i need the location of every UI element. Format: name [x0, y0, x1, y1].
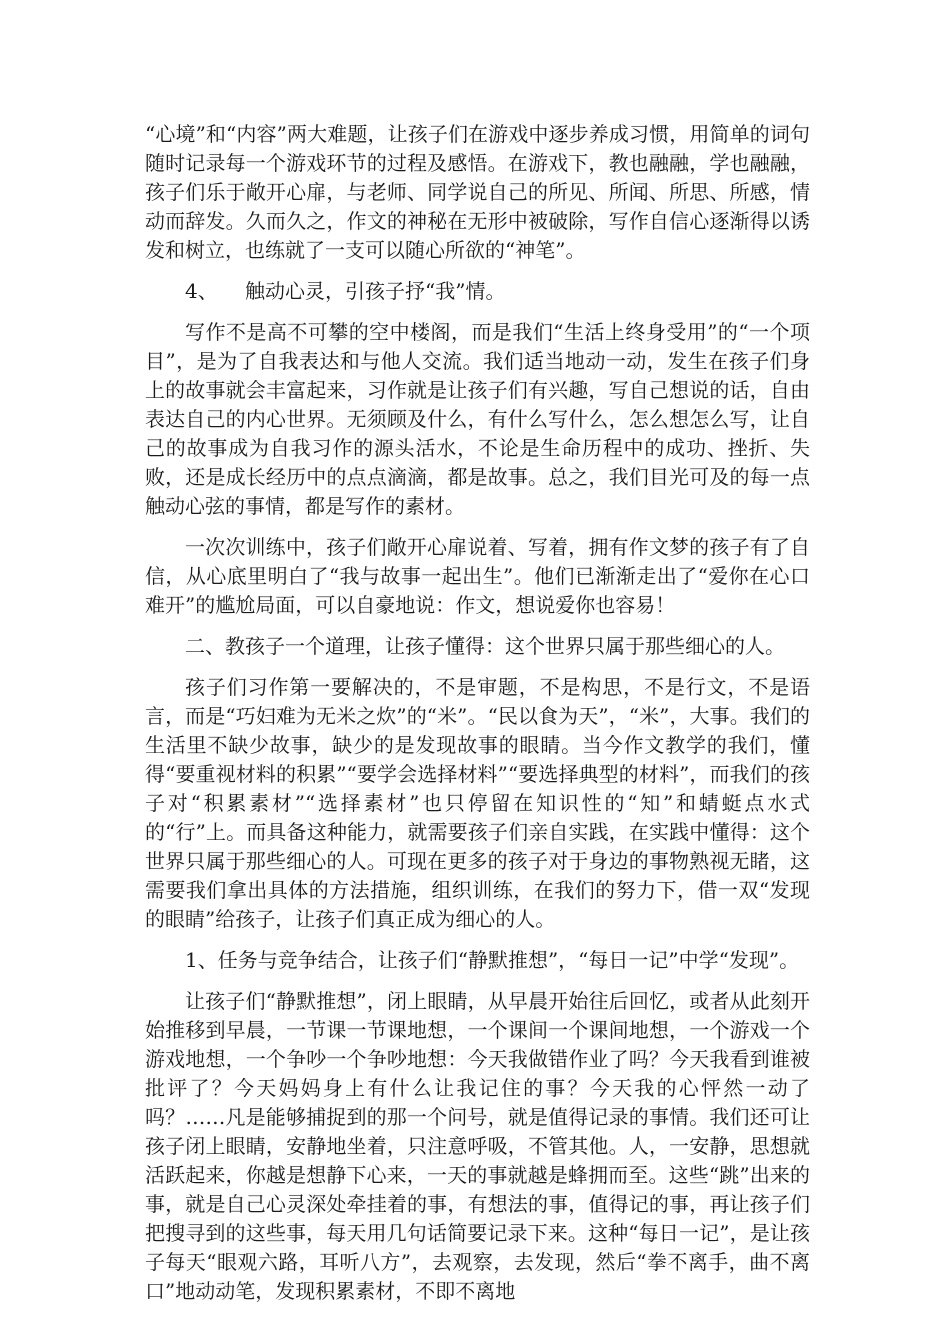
document-body: [145, 120, 810, 1318]
paragraph: 写作不是高不可攀的空中楼阁，而是我们“生活上终身受用”的“一个项目”，是为了自我表达和与他人交流。我们适当地动一动，发生在孩子们身上的故事就会丰富起来，习作就是让孩子们有兴趣，写自己想说的话，自由表达自己的内心世界。无须顾及什么，有什么写什么，怎么想怎么写，让自己的故事成为自我习作的源头活水，不论是生命历程中的成功、挫折、失败，还是成长经历中的点点滴滴，都是故事。总之，我们目光可及的每一点触动心弦的事情，都是写作的素材。: [145, 320, 810, 518]
paragraph: 让孩子们“静默推想”，闭上眼睛，从早晨开始往后回忆，或者从此刻开始推移到早晨，一节课一节课地想，一个课间一个课间地想，一个游戏一个游戏地想，一个争吵一个争吵地想：今天我做错作业了吗？今天我看到谁被批评了？今天妈妈身上有什么让我记住的事？今天我的心怦然一动了吗？……凡是能够捕捉到的那一个问号，就是值得记录的事情。我们还可让孩子闭上眼睛，安静地坐着，只注意呼吸，不管其他。人，一安静，思想就活跃起来，你越是想静下心来，一天的事就越是蜂拥而至。这些“跳”出来的事，就是自己心灵深处牵挂着的事，有想法的事，值得记的事，再让孩子们把搜寻到的这些事，每天用几句话简要记录下来。这种“每日一记”，是让孩子每天“眼观六路，耳听八方”，去观察，去发现，然后“拳不离手，曲不离口”地动动笔，发现积累素材，不即不离地: [145, 989, 810, 1303]
section-title: 触动心灵，引孩子抒“我”情。: [245, 279, 506, 303]
paragraph: “心境”和“内容”两大难题，让孩子们在游戏中逐步养成习惯，用简单的词句随时记录每一个游戏环节的过程及感悟。在游戏下，教也融融，学也融融，孩子们乐于敞开心扉，与老师、同学说自己的所见、所闻、所思、所感，情动而辞发。久而久之，作文的神秘在无形中被破除，写作自信心逐渐得以诱发和树立，也练就了一支可以随心所欲的“神笔”。: [145, 122, 810, 262]
section-heading: 二、教孩子一个道理，让孩子懂得：这个世界只属于那些细心的人。: [185, 634, 785, 658]
paragraph: 孩子们习作第一要解决的，不是审题，不是构思，不是行文，不是语言，而是“巧妇难为无米之炊”的“米”。“民以食为天”，“米”，大事。我们的生活里不缺少故事，缺少的是发现故事的眼睛。当今作文教学的我们，懂得“要重视材料的积累”“要学会选择材料”“要选择典型的材料”，而我们的孩子对“积累素材”“选择素材”也只停留在知识性的“知”和蜻蜓点水式的“行”上。而具备这种能力，就需要孩子们亲自实践，在实践中懂得：这个世界只属于那些细心的人。可现在更多的孩子对于身边的事物熟视无睹，这需要我们拿出具体的方法措施，组织训练，在我们的努力下，借一双“发现的眼睛”给孩子，让孩子们真正成为细心的人。: [145, 675, 810, 931]
paragraph: 一次次训练中，孩子们敞开心扉说着、写着，拥有作文梦的孩子有了自信，从心底里明白了“我与故事一起出生”。他们已渐渐走出了“爱你在心口难开”的尴尬局面，可以自豪地说：作文，想说爱你也容易！: [145, 535, 810, 617]
section-heading: [145, 277, 810, 306]
section-number: 4、: [185, 279, 218, 303]
subsection-heading: 1、任务与竞争结合，让孩子们“静默推想”，“每日一记”中学“发现”。: [185, 948, 800, 972]
